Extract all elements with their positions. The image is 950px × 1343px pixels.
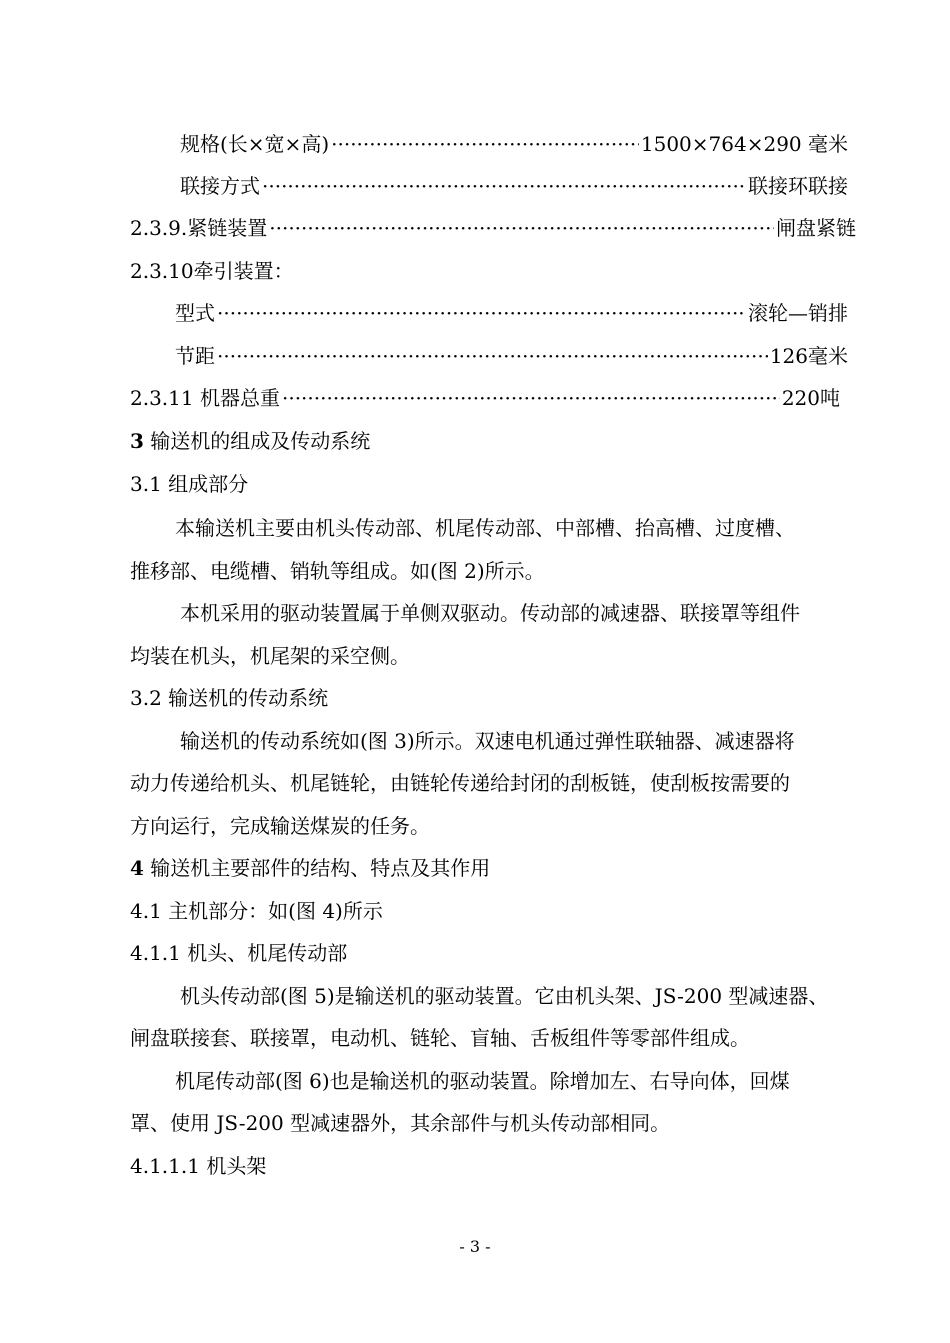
spec-value: 闸盘紧链 bbox=[776, 216, 856, 240]
spec-row-weight bbox=[130, 386, 840, 410]
paragraph-line: 闸盘联接套、联接罩，电动机、链轮、盲轴、舌板组件等零部件组成。 bbox=[130, 1026, 750, 1050]
spec-label: 2.3.9.紧链装置 bbox=[130, 216, 268, 240]
section-3-2-heading: 3.2 输送机的传动系统 bbox=[130, 686, 329, 710]
section-4-heading bbox=[130, 856, 490, 880]
paragraph-line: 动力传递给机头、机尾链轮，由链轮传递给封闭的刮板链，使刮板按需要的 bbox=[130, 771, 790, 795]
dot-leader bbox=[331, 132, 639, 156]
spec-value: 1500×764×290 毫米 bbox=[640, 132, 848, 156]
section-4-1-1-heading: 4.1.1 机头、机尾传动部 bbox=[130, 941, 348, 965]
spec-label: 2.3.11 机器总重 bbox=[130, 386, 280, 410]
section-number: 3 bbox=[130, 429, 144, 453]
spec-label: 联接方式 bbox=[180, 174, 260, 198]
paragraph-line: 方向运行，完成输送煤炭的任务。 bbox=[130, 814, 430, 838]
dot-leader bbox=[217, 344, 768, 368]
spec-value: 126毫米 bbox=[769, 344, 848, 368]
section-4-1-heading: 4.1 主机部分：如(图 4)所示 bbox=[130, 899, 383, 923]
paragraph-line: 机头传动部(图 5)是输送机的驱动装置。它由机头架、JS-200 型减速器、 bbox=[180, 984, 829, 1008]
paragraph-line: 本机采用的驱动装置属于单侧双驱动。传动部的减速器、联接罩等组件 bbox=[180, 601, 800, 625]
dot-leader bbox=[282, 386, 780, 410]
spec-value: 滚轮—销排 bbox=[748, 301, 848, 325]
spec-row-connection bbox=[180, 174, 848, 198]
paragraph-line: 罩、使用 JS-200 型减速器外，其余部件与机头传动部相同。 bbox=[130, 1111, 671, 1135]
dot-leader bbox=[269, 216, 774, 240]
dot-leader bbox=[217, 301, 746, 325]
page-number: - 3 - bbox=[459, 1237, 491, 1256]
section-title: 输送机的组成及传动系统 bbox=[143, 429, 371, 453]
dot-leader bbox=[262, 174, 746, 198]
section-title: 输送机主要部件的结构、特点及其作用 bbox=[143, 856, 491, 880]
section-3-heading bbox=[130, 429, 370, 453]
section-number: 4 bbox=[130, 856, 144, 880]
paragraph-line: 推移部、电缆槽、销轨等组成。如(图 2)所示。 bbox=[130, 559, 545, 583]
paragraph-line: 机尾传动部(图 6)也是输送机的驱动装置。除增加左、右导向体，回煤 bbox=[175, 1069, 790, 1093]
spec-value: 220吨 bbox=[781, 386, 840, 410]
spec-label: 型式 bbox=[175, 301, 215, 325]
paragraph-line: 均装在机头，机尾架的采空侧。 bbox=[130, 644, 410, 668]
spec-row-dimensions bbox=[180, 132, 848, 156]
section-4-1-1-1-heading: 4.1.1.1 机头架 bbox=[130, 1154, 267, 1178]
paragraph-line: 输送机的传动系统如(图 3)所示。双速电机通过弹性联轴器、减速器将 bbox=[180, 729, 795, 753]
spec-label: 节距 bbox=[175, 344, 215, 368]
section-3-1-heading: 3.1 组成部分 bbox=[130, 472, 249, 496]
spec-label: 规格(长×宽×高) bbox=[180, 132, 330, 156]
heading-2-3-10: 2.3.10牵引装置： bbox=[130, 259, 294, 283]
spec-row-type bbox=[175, 301, 848, 325]
spec-row-pitch bbox=[175, 344, 848, 368]
spec-row-tensioning bbox=[130, 216, 856, 240]
spec-value: 联接环联接 bbox=[748, 174, 848, 198]
paragraph-line: 本输送机主要由机头传动部、机尾传动部、中部槽、抬高槽、过度槽、 bbox=[175, 516, 795, 540]
